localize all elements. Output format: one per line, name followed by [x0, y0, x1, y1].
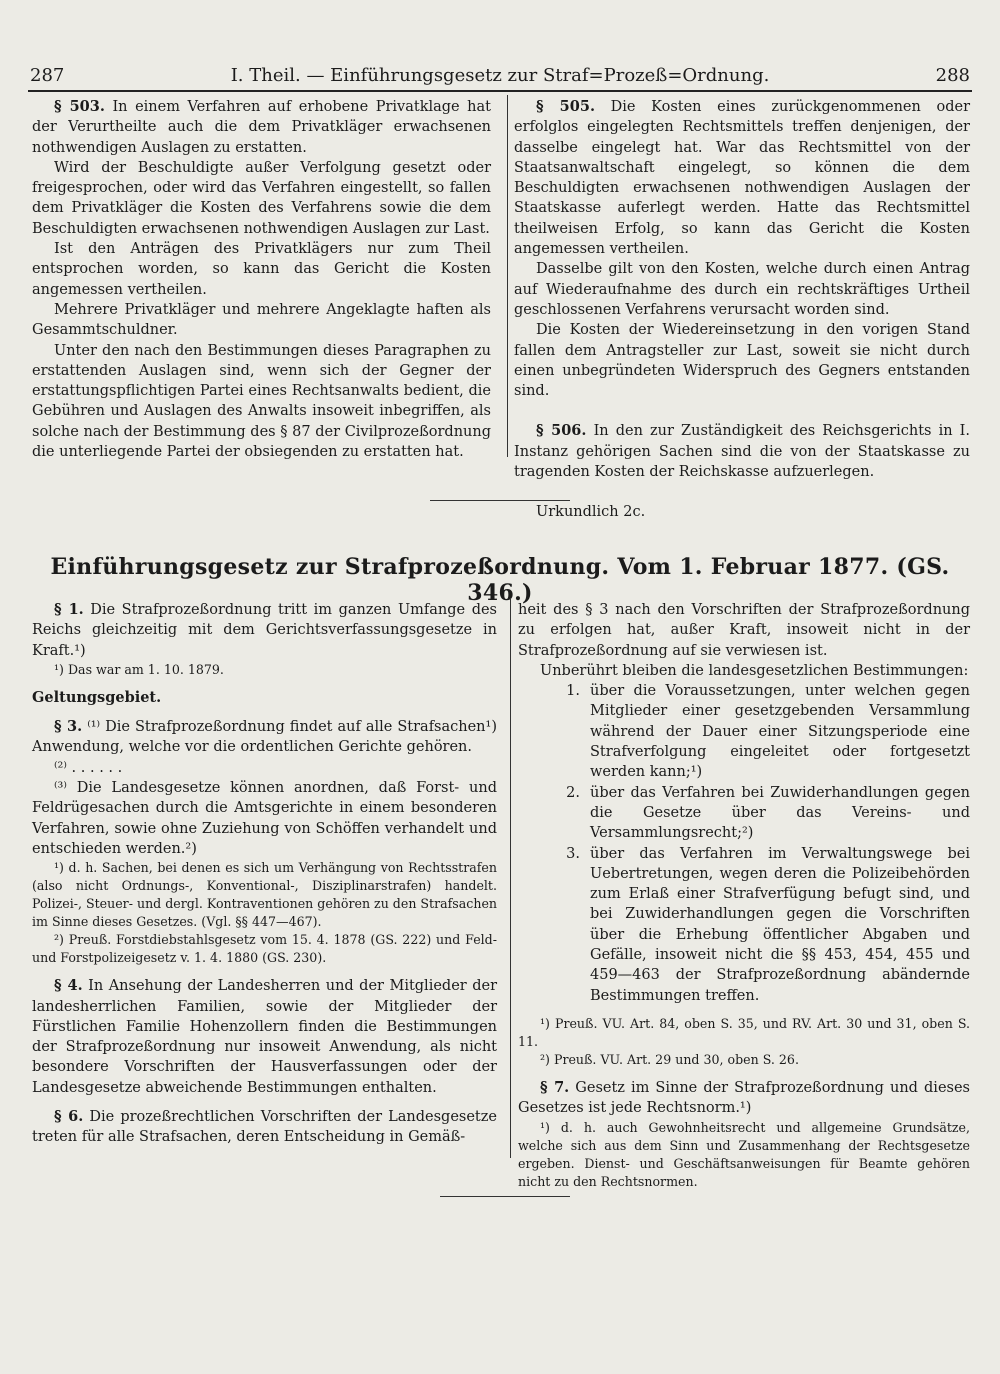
- bottom-right-column: [518, 600, 970, 1191]
- list-item-number: 3.: [566, 845, 580, 862]
- section-3-number: § 3.: [54, 718, 83, 736]
- section-503-number: § 503.: [54, 98, 105, 115]
- list-item-text: über die Voraussetzungen, unter welchen gegen Mitglieder einer gesetzgebenden Versammlung während der Dauer einer Sitzungsperiode eine Strafverfolgung eingeleitet oder fortgesetzt werden kann;¹): [590, 683, 970, 781]
- footnote-s7: ¹) d. h. auch Gewohnheitsrecht und allgemeine Grundsätze, welche sich aus dem Sinn und Zusammenhang der Rechtsgesetze ergeben. Dienst- und Geschäftsanweisungen für Beamte gehören nicht zu den Rechtsnormen.: [518, 1119, 970, 1189]
- paragraph-503-1: § 503. In einem Verfahren auf erhobene Privatklage hat der Verurtheilte auch die dem Privatkläger erwachsenen nothwendigen Auslagen zu erstatten.: [32, 98, 491, 156]
- column-divider-top: [507, 95, 508, 457]
- page-number-left: 287: [30, 65, 65, 86]
- footnote-s3-1: ¹) d. h. Sachen, bei denen es sich um Verhängung von Rechtsstrafen (also nicht Ordnungs-, Konventional-, Disziplinarstrafen) handelt. Polizei-, Steuer- und dergl. Kontraventionen gehören zu den Strafsachen im Sinne dieses Gesetzes. (Vgl. §§ 447—467).: [32, 860, 498, 930]
- top-left-column: [32, 97, 491, 462]
- paragraph-6: § 6. Die prozeßrechtlichen Vorschriften der Landesgesetze treten für alle Strafsachen, deren Entscheidung in Gemäß-: [32, 1108, 497, 1146]
- heading-geltungsgebiet: Geltungsgebiet.: [32, 688, 162, 706]
- bottom-separator-rule: [440, 1196, 570, 1197]
- paragraph-1: § 1. Die Strafprozeßordnung tritt im ganzen Umfange des Reichs gleichzeitig mit dem Gerichtsverfassungsgesetze in Kraft.¹): [32, 601, 497, 659]
- footnote-list-1: ¹) Preuß. VU. Art. 84, oben S. 35, und RV. Art. 30 und 31, oben S. 11.: [518, 1015, 970, 1049]
- header-rule: [28, 90, 972, 92]
- paragraph-4: § 4. In Ansehung der Landesherren und der Mitglieder der landesherrlichen Familien, sowie der Mitglieder der Fürstlichen Familie Hohenzollern finden die Bestimmungen der Strafprozeßordnung nur insoweit Anwendung, als nicht besondere Vorschriften der Hausverfassungen oder der Landesgesetze abweichende Bestimmungen enthalten.: [32, 977, 497, 1096]
- paragraph-3-2: ⁽²⁾ . . . . . .: [54, 759, 123, 776]
- paragraph-6-intro: Unberührt bleiben die landesgesetzlichen Bestimmungen:: [540, 662, 969, 679]
- paragraph-506-1: § 506. In den zur Zuständigkeit des Reichsgerichts in I. Instanz gehörigen Sachen sind die von der Staatskasse zu tragenden Kosten der Reichskasse aufzuerlegen.: [514, 422, 971, 481]
- paragraph-3-1: § 3. ⁽¹⁾ Die Strafprozeßordnung findet auf alle Strafsachen¹) Anwendung, welche vor die ordentlichen Gerichte gehören.: [32, 718, 497, 756]
- list-item-text: über das Verfahren bei Zuwiderhandlungen gegen die Gesetze über das Vereins- und Versammlungsrecht;²): [590, 784, 970, 842]
- footnote-s3-2: ²) Preuß. Forstdiebstahlsgesetz vom 15. 4. 1878 (GS. 222) und Feld- und Forstpolizeigesetz v. 1. 4. 1880 (GS. 230).: [32, 932, 497, 966]
- section-4-number: § 4.: [54, 977, 83, 995]
- list-item-number: 1.: [566, 683, 580, 700]
- closing-formula: Urkundlich 2c.: [536, 504, 646, 521]
- running-title: I. Theil. — Einführungsgesetz zur Straf=Prozeß=Ordnung.: [230, 65, 770, 86]
- running-header: [30, 60, 970, 86]
- section-506-number: § 506.: [536, 422, 587, 440]
- paragraph-503-5: Unter den nach den Bestimmungen dieses Paragraphen zu erstattenden Auslagen sind, wenn sich der Gegner der erstattungspflichtigen Partei eines Rechtsanwalts bedient, die Gebühren und Auslagen des Anwalts insoweit inbegriffen, als solche nach der Bestimmung des § 87 der Civilprozeßordnung die unterliegende Partei der obsiegenden zu erstatten hat.: [32, 342, 491, 461]
- paragraph-505-2: Dasselbe gilt von den Kosten, welche durch einen Antrag auf Wiederaufnahme des durch ein rechtskräftiges Urtheil geschlossenen Verfahrens verursacht worden sind.: [514, 261, 970, 318]
- paragraph-7: § 7. Gesetz im Sinne der Strafprozeßordnung und dieses Gesetzes ist jede Rechtsnorm.¹): [518, 1078, 970, 1117]
- section-7-number: § 7.: [540, 1078, 570, 1096]
- list-item-text: über das Verfahren im Verwaltungswege bei Uebertretungen, wegen deren die Polizeibehörden zum Erlaß einer Strafverfügung befugt sind, und bei Zuwiderhandlungen gegen die Vorschriften über die Erhebung öffentlicher Abgaben und Gefälle, insoweit nicht die §§ 453, 454, 455 und 459—463 der Strafprozeßordnung abändernde Bestimmungen treffen.: [590, 845, 970, 1004]
- exceptions-list-item: [518, 681, 970, 782]
- page-number-right: 288: [935, 65, 970, 86]
- law-title: Einführungsgesetz zur Strafprozeßordnung. Vom 1. Februar 1877. (GS. 346.): [50, 554, 950, 606]
- footnote-list-2: ²) Preuß. VU. Art. 29 und 30, oben S. 26.: [540, 1051, 799, 1067]
- paragraph-503-4: Mehrere Privatkläger und mehrere Angeklagte haften als Gesammtschuldner.: [32, 301, 491, 339]
- section-6-number: § 6.: [54, 1108, 84, 1126]
- section-separator-rule: [430, 500, 570, 501]
- footnote-s1: ¹) Das war am 1. 10. 1879.: [54, 661, 224, 677]
- exceptions-list: [518, 681, 970, 1006]
- bottom-left-column: [32, 600, 497, 1148]
- paragraph-503-2: Wird der Beschuldigte außer Verfolgung gesetzt oder freigesprochen, oder wird das Verfahren eingestellt, so fallen dem Privatkläger die Kosten des Verfahrens sowie die dem Beschuldigten erwachsenen nothwendigen Auslagen zur Last.: [32, 159, 491, 237]
- paragraph-3-3: ⁽³⁾ Die Landesgesetze können anordnen, daß Forst- und Feldrügesachen durch die Amtsgerichte in einem besonderen Verfahren, sowie ohne Zuziehung von Schöffen verhandelt und entschieden werden.²): [32, 780, 497, 857]
- section-1-number: § 1.: [54, 601, 84, 618]
- exceptions-list-item: [518, 783, 970, 844]
- paragraph-505-1: § 505. Die Kosten eines zurückgenommenen oder erfolglos eingelegten Rechtsmittels treffen denjenigen, der dasselbe eingelegt hat. War das Rechtsmittel von der Staatsanwaltschaft eingelegt, so können die dem Beschuldigten erwachsenen nothwendigen Auslagen der Staatskasse auferlegt werden. Hatte das Rechtsmittel theilweisen Erfolg, so kann das Gericht die Kosten angemessen vertheilen.: [514, 98, 971, 258]
- list-item-number: 2.: [566, 784, 580, 801]
- paragraph-503-3: Ist den Anträgen des Privatklägers nur zum Theil entsprochen worden, so kann das Gericht die Kosten angemessen vertheilen.: [32, 241, 491, 298]
- column-divider-bottom: [510, 598, 511, 1158]
- paragraph-6-continued: heit des § 3 nach den Vorschriften der Strafprozeßordnung zu erfolgen hat, außer Kraft, insoweit nicht in der Strafprozeßordnung auf sie verwiesen ist.: [518, 602, 970, 659]
- paragraph-505-3: Die Kosten der Wiedereinsetzung in den vorigen Stand fallen dem Antragsteller zur Last, soweit sie nicht durch einen unbegründeten Widerspruch des Gegners entstanden sind.: [514, 322, 970, 400]
- section-505-number: § 505.: [536, 98, 595, 115]
- top-right-column: [514, 97, 970, 523]
- exceptions-list-item: [518, 844, 970, 1006]
